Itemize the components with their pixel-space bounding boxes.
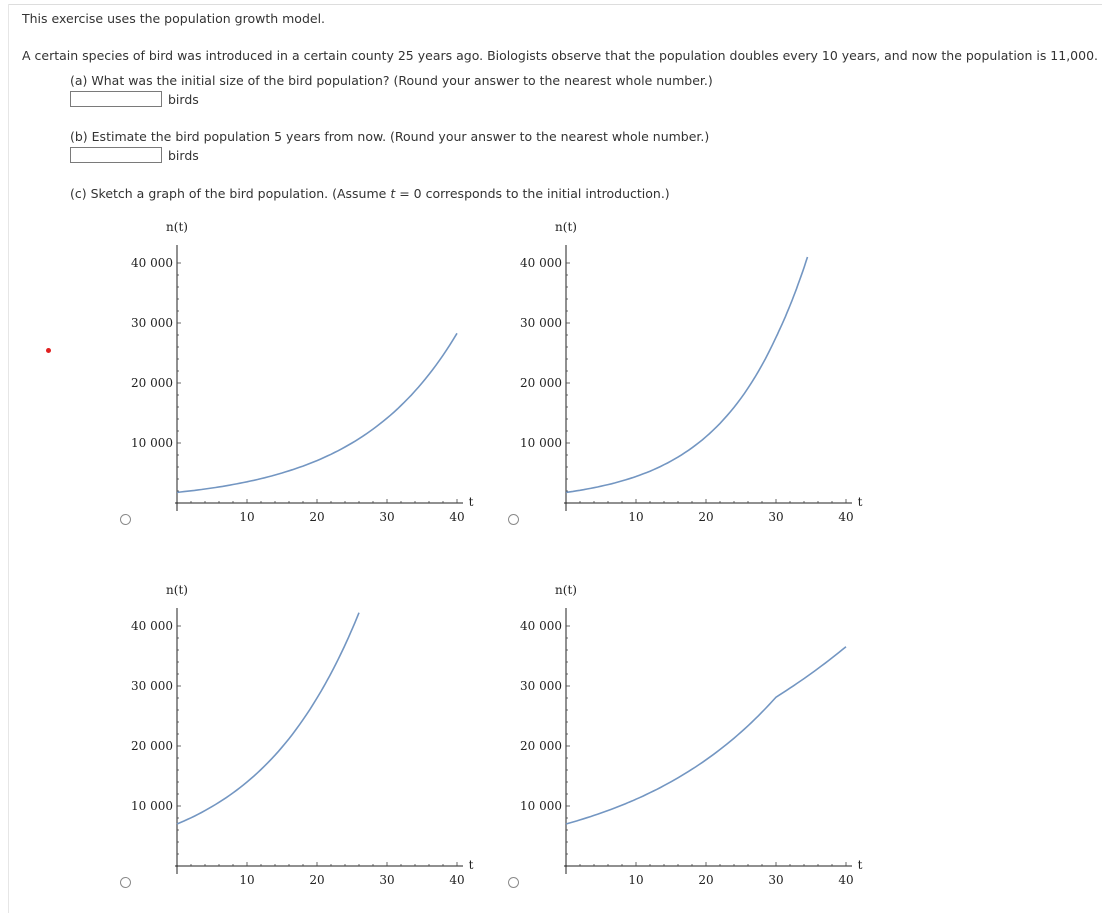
graph-3-x-tick-label: 20	[309, 873, 325, 887]
graph-4-curve	[566, 647, 846, 824]
graph-3-y-label: n(t)	[166, 583, 188, 597]
graph-1-x-tick-label: 40	[449, 510, 465, 524]
graph-3-y-tick-label: 10 000	[131, 799, 173, 813]
part-b-question-number: 5	[274, 129, 283, 144]
graph-4-y-tick-label: 10 000	[520, 799, 562, 813]
graph-2-y-tick-label: 30 000	[520, 316, 562, 330]
problem-text: A certain species of bird was introduced in a certain county 25 years ago. Biologists observe that the population doubles every 10 years, and now the population is 11,000.	[22, 48, 1099, 63]
graph-4-y-label: n(t)	[555, 583, 577, 597]
graph-1-y-tick-label: 20 000	[131, 376, 173, 390]
part-c-question-variable: t	[390, 186, 396, 201]
graph-2-curve	[566, 257, 808, 492]
graph-3-curve	[177, 613, 359, 824]
graph-2-x-tick-label: 40	[838, 510, 854, 524]
graph-4-y-tick-label: 20 000	[520, 739, 562, 753]
graph-1-y-tick-label: 40 000	[131, 256, 173, 270]
graph-3-x-tick-label: 10	[239, 873, 255, 887]
graph-1-curve	[177, 333, 457, 492]
graph-1-x-tick-label: 10	[239, 510, 255, 524]
graph-4-y-tick-label: 40 000	[520, 619, 562, 633]
graph-2-y-tick-label: 40 000	[520, 256, 562, 270]
graph-1-x-label: t	[468, 495, 474, 509]
part-b-question-pre: (b) Estimate the bird population	[70, 129, 275, 144]
part-c-question-pre: (c) Sketch a graph of the bird population. (Assume	[70, 186, 391, 201]
graph-4-x-tick-label: 20	[698, 873, 714, 887]
graph-2-y-label: n(t)	[555, 220, 577, 234]
graph-4-x-tick-label: 40	[838, 873, 854, 887]
part-c-question-post: = 0 corresponds to the initial introduction.)	[395, 186, 670, 201]
graph-3-y-tick-label: 30 000	[131, 679, 173, 693]
graph-3-x-tick-label: 40	[449, 873, 465, 887]
graph-1-x-tick-label: 30	[379, 510, 395, 524]
graph-4-x-tick-label: 30	[768, 873, 784, 887]
graph-3-y-tick-label: 20 000	[131, 739, 173, 753]
graph-1-y-tick-label: 30 000	[131, 316, 173, 330]
graph-1-y-tick-label: 10 000	[131, 436, 173, 450]
part-b-question-post: years from now. (Round your answer to the nearest whole number.)	[282, 129, 710, 144]
part-a-unit: birds	[168, 92, 199, 107]
graph-4-y-tick-label: 30 000	[520, 679, 562, 693]
graph-1-x-tick-label: 20	[309, 510, 325, 524]
graph-2-x-tick-label: 30	[768, 510, 784, 524]
part-b-unit: birds	[168, 148, 199, 163]
graph-4-x-label: t	[857, 858, 863, 872]
graph-2-y-tick-label: 10 000	[520, 436, 562, 450]
graph-1-y-label: n(t)	[166, 220, 188, 234]
graph-2-x-tick-label: 10	[628, 510, 644, 524]
intro-text: This exercise uses the population growth model.	[22, 11, 326, 26]
graph-2-y-tick-label: 20 000	[520, 376, 562, 390]
part-a-question: (a) What was the initial size of the bird population? (Round your answer to the nearest whole number.)	[70, 73, 713, 88]
graph-3-x-tick-label: 30	[379, 873, 395, 887]
graph-4-x-tick-label: 10	[628, 873, 644, 887]
graph-3-y-tick-label: 40 000	[131, 619, 173, 633]
graph-2-x-label: t	[857, 495, 863, 509]
graph-2-x-tick-label: 20	[698, 510, 714, 524]
graph-3-x-label: t	[468, 858, 474, 872]
